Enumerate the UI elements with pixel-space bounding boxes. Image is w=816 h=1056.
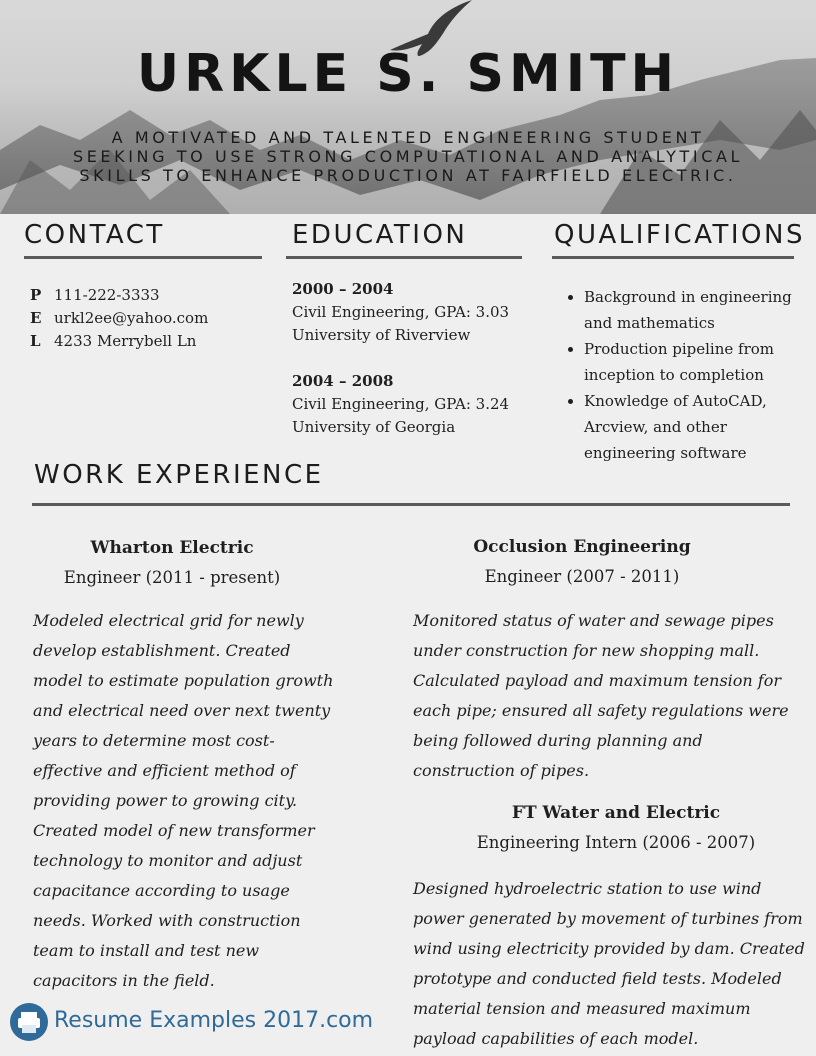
job-description: Monitored status of water and sewage pipes under construction for new shopping mall. Calculated payload and maximum tension for each pipe; ensured all safety regulations were being followed during planning and construction of pipes. [413,611,789,780]
education-degree: Civil Engineering, GPA: 3.03 [292,303,510,321]
contact-value: 4233 Merrybell Ln [54,332,197,350]
qualifications-divider [552,256,794,259]
contact-key: P [30,286,42,304]
job-title: Engineer (2007 - 2011) [484,567,680,586]
education-years: 2004 – 2008 [292,372,394,390]
objective-statement: A MOTIVATED AND TALENTED ENGINEERING STUDENT SEEKING TO USE STRONG COMPUTATIONAL AND ANALYTICAL SKILLS TO ENHANCE PRODUCTION AT FAIRFIELD ELECTRIC. [72,128,744,185]
job-title: Engineering Intern (2006 - 2007) [476,833,756,852]
contact-value: 111-222-3333 [54,286,160,304]
work-divider [32,503,790,506]
header-banner [0,0,816,214]
list-item: • Knowledge of AutoCAD, Arcview, and other engineering software [584,388,816,466]
job-company: Wharton Electric [90,538,254,558]
qualifications-heading: QUALIFICATIONS [554,220,805,250]
candidate-name: URKLE S. SMITH [136,44,680,104]
education-school: University of Georgia [292,418,456,436]
contact-email [30,309,208,327]
contact-heading: CONTACT [24,220,165,250]
work-experience-heading: WORK EXPERIENCE [34,460,324,490]
job-company: Occlusion Engineering [473,537,691,557]
list-item: • Background in engineering and mathematics [584,284,816,336]
resume-logo-icon [10,1003,48,1041]
list-item: • Production pipeline from inception to completion [584,336,816,388]
contact-key: E [30,309,42,327]
contact-value: urkl2ee@yahoo.com [54,309,209,327]
job-description: Modeled electrical grid for newly develop establishment. Created model to estimate population growth and electrical need over next twenty years to determine most cost-effective and efficient method of providing power to growing city. Created model of new transformer technology to monitor and adjust capacitance according to usage needs. Worked with construction team to install and test new capacitors in the field. [33,611,334,990]
education-school: University of Riverview [292,326,471,344]
job-title: Engineer (2011 - present) [63,568,281,587]
footer-brand-link[interactable]: Resume Examples 2017.com [54,1008,374,1033]
contact-phone [30,286,160,304]
contact-location [30,332,196,350]
contact-divider [24,256,262,259]
education-entry [292,370,509,439]
job-company: FT Water and Electric [511,803,721,823]
education-divider [286,256,522,259]
contact-key: L [30,332,41,350]
qualifications-list [564,284,816,466]
education-years: 2000 – 2004 [292,280,394,298]
job-description: Designed hydroelectric station to use wind power generated by movement of turbines from wind using electricity provided by dam. Created prototype and conducted field tests. Modeled material tension and measured maximum payload capabilities of each model. [413,879,805,1048]
education-heading: EDUCATION [292,220,468,250]
education-degree: Civil Engineering, GPA: 3.24 [292,395,510,413]
education-entry [292,278,509,347]
